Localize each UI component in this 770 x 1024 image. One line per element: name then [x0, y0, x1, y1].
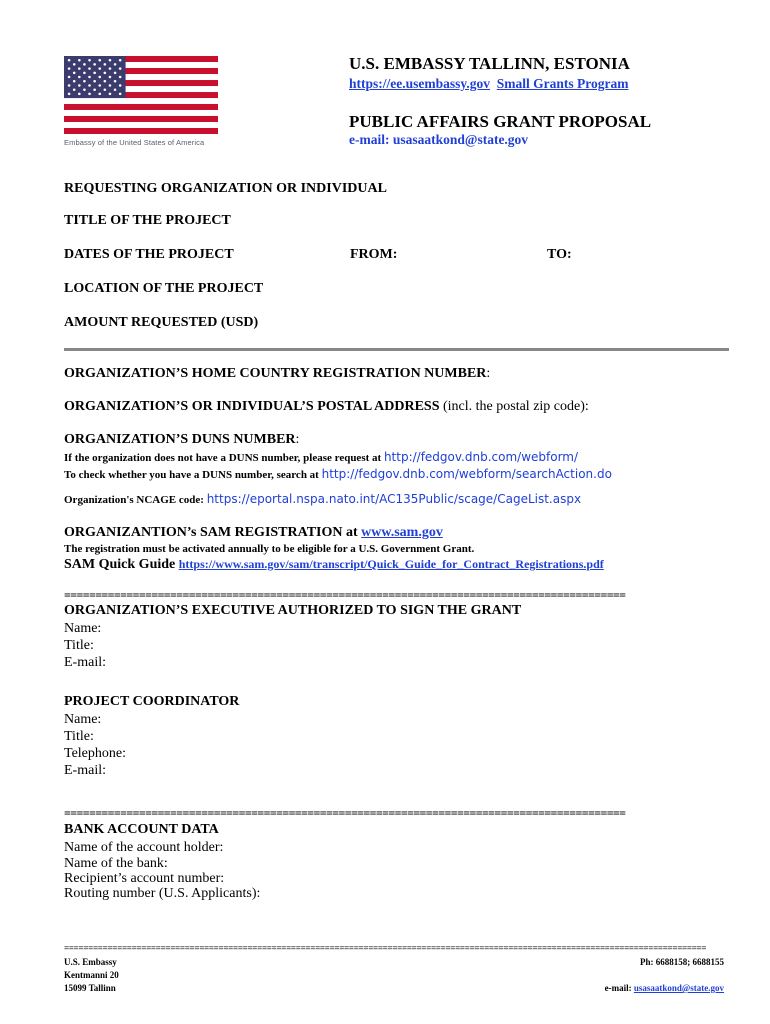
duns-search-link[interactable]: http://fedgov.dnb.com/webform/searchAction.do — [321, 467, 612, 481]
footer-phone: Ph: 6688158; 6688155 — [640, 957, 724, 967]
requesting-organization-label: REQUESTING ORGANIZATION OR INDIVIDUAL — [64, 181, 387, 196]
sam-registration-label: ORGANIZANTION’s SAM REGISTRATION at www.sam.gov — [64, 525, 443, 540]
duns-request-link[interactable]: http://fedgov.dnb.com/webform/ — [383, 450, 579, 464]
routing-number-label: Routing number (U.S. Applicants): — [64, 886, 261, 901]
footer-email-link[interactable]: usasaatkond@state.gov — [633, 983, 724, 993]
sam-quick-guide-link[interactable]: https://www.sam.gov/sam/transcript/Quick_Guide_for_Contract_Registrations.pdf — [178, 557, 604, 571]
footer-address-line: Kentmanni 20 — [64, 970, 119, 980]
separator-line: ========================================================================================== — [64, 806, 626, 820]
proposal-title: PUBLIC AFFAIRS GRANT PROPOSAL — [349, 112, 652, 131]
bank-heading: BANK ACCOUNT DATA — [64, 822, 219, 837]
project-title-label: TITLE OF THE PROJECT — [64, 213, 231, 228]
footer-address-line: U.S. Embassy — [64, 957, 117, 967]
amount-requested-label: AMOUNT REQUESTED (USD) — [64, 315, 259, 330]
ncage-link[interactable]: https://eportal.nspa.nato.int/AC135Public/scage/CageList.aspx — [206, 492, 582, 506]
ncage-line: Organization's NCAGE code: https://eportal.nspa.nato.int/AC135Public/scage/CageList.aspx — [64, 492, 582, 506]
executive-email-label: E-mail: — [64, 655, 106, 670]
from-label: FROM: — [350, 247, 398, 262]
home-country-registration-label: ORGANIZATION’S HOME COUNTRY REGISTRATION NUMBER: — [64, 366, 491, 381]
executive-title-label: Title: — [64, 638, 94, 653]
postal-address-label: ORGANIZATION’S OR INDIVIDUAL’S POSTAL ADDRESS (incl. the postal zip code): — [64, 399, 589, 414]
sam-note: The registration must be activated annually to be eligible for a U.S. Government Grant. — [64, 543, 475, 555]
section-divider — [64, 348, 729, 351]
account-holder-label: Name of the account holder: — [64, 840, 224, 855]
us-flag-logo — [64, 56, 218, 134]
coordinator-telephone-label: Telephone: — [64, 746, 126, 761]
footer-separator: ===================================================================================================================================== — [64, 943, 707, 953]
project-location-label: LOCATION OF THE PROJECT — [64, 281, 264, 296]
footer-email: e-mail: usasaatkond@state.gov — [604, 983, 724, 993]
sam-gov-link[interactable]: www.sam.gov — [361, 525, 443, 540]
footer-address — [64, 956, 119, 995]
duns-request-line: If the organization does not have a DUNS number, please request at http://fedgov.dnb.com/webform/ — [64, 450, 579, 464]
executive-name-label: Name: — [64, 621, 102, 636]
project-dates-label: DATES OF THE PROJECT — [64, 247, 234, 262]
embassy-links — [349, 76, 629, 92]
proposal-email[interactable]: e-mail: usasaatkond@state.gov — [349, 132, 529, 147]
flag-caption: Embassy of the United States of America — [64, 138, 205, 147]
bank-name-label: Name of the bank: — [64, 856, 168, 871]
coordinator-title-label: Title: — [64, 729, 94, 744]
coordinator-name-label: Name: — [64, 712, 102, 727]
executive-heading: ORGANIZATION’S EXECUTIVE AUTHORIZED TO SIGN THE GRANT — [64, 603, 522, 618]
coordinator-heading: PROJECT COORDINATOR — [64, 694, 240, 709]
to-label: TO: — [547, 247, 572, 262]
embassy-title: U.S. EMBASSY TALLINN, ESTONIA — [349, 54, 630, 73]
duns-number-label: ORGANIZATION’S DUNS NUMBER: — [64, 432, 300, 447]
website-link[interactable]: https://ee.usembassy.gov — [349, 76, 491, 91]
separator-line: ========================================================================================== — [64, 588, 626, 602]
duns-check-line: To check whether you have a DUNS number, search at http://fedgov.dnb.com/webform/searchAction.do — [64, 467, 612, 481]
footer-address-line: 15099 Tallinn — [64, 983, 116, 993]
account-number-label: Recipient’s account number: — [64, 871, 225, 886]
small-grants-link[interactable]: Small Grants Program — [496, 76, 629, 91]
coordinator-email-label: E-mail: — [64, 763, 106, 778]
sam-quick-guide-line: SAM Quick Guide https://www.sam.gov/sam/transcript/Quick_Guide_for_Contract_Registrations.pdf — [64, 557, 604, 572]
